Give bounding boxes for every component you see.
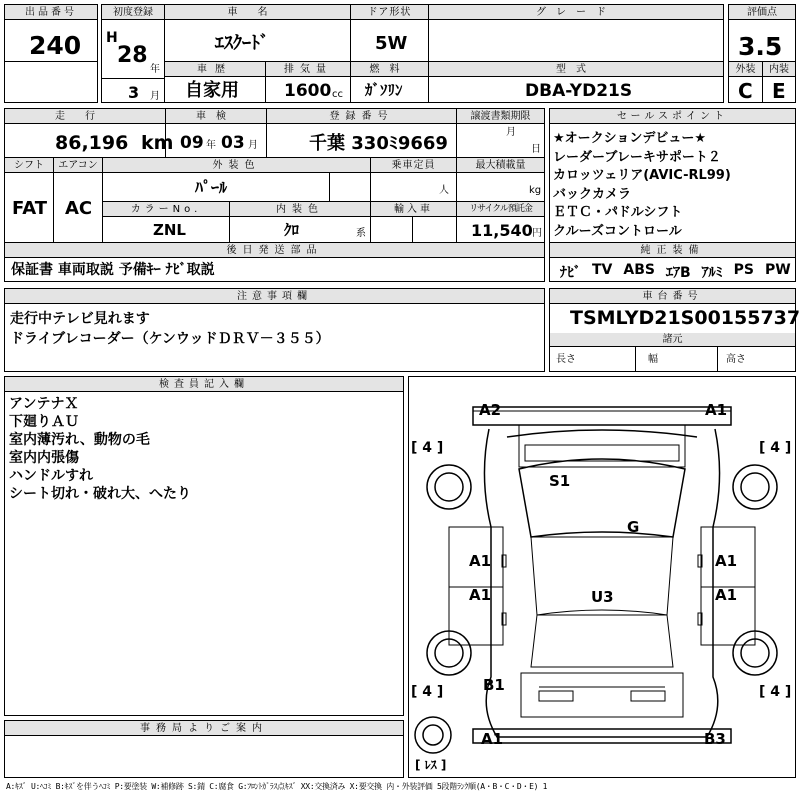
inspector-label: 検査員記入欄 <box>5 377 403 392</box>
damage-mark: A1 <box>715 552 738 570</box>
damage-mark: A1 <box>469 552 492 570</box>
history-label: 車歴 <box>165 62 265 77</box>
registration-year: 28 <box>117 43 148 68</box>
sales-points-list <box>553 130 731 241</box>
grade-label: グレード <box>429 5 723 20</box>
year-unit: 年 <box>150 64 160 75</box>
recycle-label: リサイクル預託金 <box>457 202 544 217</box>
interior-color: ｸﾛ <box>284 221 300 239</box>
exterior-color-label: 外装色 <box>103 158 370 173</box>
sales-points-section <box>549 108 796 243</box>
equipment-item: ABS <box>623 262 655 278</box>
inspection-month-unit: 月 <box>248 140 258 151</box>
lot-number-cell <box>4 4 98 62</box>
height-label: 高さ <box>726 354 746 365</box>
model-cell <box>428 61 724 103</box>
equipment-item: PS <box>733 262 754 278</box>
interior-grade-cell <box>762 61 796 103</box>
lot-number-label: 出品番号 <box>5 5 97 20</box>
sales-points-label: セールスポイント <box>550 109 795 124</box>
chassis-label: 車台番号 <box>550 289 795 304</box>
tire-rear-right: 4 <box>770 684 781 700</box>
exterior-color: ﾊﾟｰﾙ <box>195 178 228 197</box>
door-type: 5W <box>375 33 408 54</box>
chassis-section <box>549 288 800 372</box>
car-name: ｴｽｸｰﾄﾞ <box>215 33 269 54</box>
spare-tire-label: [ ﾚｽ ] <box>415 758 447 772</box>
door-cell <box>350 4 429 62</box>
sales-point-item: カロッツェリア(AVIC-RL99) <box>553 168 731 183</box>
sales-point-item: バックカメラ <box>553 186 632 202</box>
car-name-label: 車名 <box>165 5 350 20</box>
shift-label: シフト <box>5 158 53 173</box>
tire-front-left: 4 <box>422 440 433 456</box>
model: DBA-YD21S <box>525 81 633 101</box>
later-parts-section <box>4 242 545 282</box>
first-registration-cell <box>101 4 165 103</box>
transfer-month-unit: 月 <box>506 127 516 138</box>
displacement-cell <box>265 61 351 103</box>
width-label: 幅 <box>648 354 658 365</box>
fuel-label: 燃料 <box>351 62 428 77</box>
score-cell <box>728 4 796 62</box>
color-number-cell <box>102 201 230 243</box>
inspection-cell <box>165 108 267 158</box>
first-registration-label: 初度登録 <box>102 5 164 20</box>
exterior-color-cell <box>102 157 371 202</box>
interior-grade-label: 内装 <box>763 62 795 77</box>
transfer-deadline-cell <box>456 108 545 158</box>
equipment-item: PW <box>765 262 791 278</box>
fuel-cell <box>350 61 429 103</box>
max-load-label: 最大積載量 <box>457 158 544 173</box>
note-line: ドライブレコーダー（ケンウッドＤＲＶ－３５５） <box>10 331 330 347</box>
displacement-unit: cc <box>332 89 343 100</box>
office-label: 事務局よりご案内 <box>5 721 403 736</box>
equipment-item: ｱﾙﾐ <box>701 265 723 281</box>
spare-tire: ﾚｽ <box>424 758 437 772</box>
inspector-line: ハンドルすれ <box>9 468 93 484</box>
inspection-label: 車検 <box>166 109 266 124</box>
ac-label: エアコン <box>54 158 102 173</box>
plate-label: 登録番号 <box>267 109 456 124</box>
fuel: ｶﾞｿﾘﾝ <box>365 81 403 99</box>
plate-cell <box>266 108 457 158</box>
plate-number: 千葉 330ﾐ9669 <box>309 133 448 154</box>
sales-point-item: ＥＴＣ・パドルシフト <box>553 205 683 220</box>
equipment-item: TV <box>592 262 613 278</box>
damage-mark: A1 <box>705 401 728 419</box>
tire-front-right-label: [ 4 ] <box>759 440 792 456</box>
ac-cell <box>53 157 103 243</box>
legend: A:ｷｽﾞ U:ﾍｺﾐ B:ｷｽﾞを伴うﾍｺﾐ P:要塗装 W:補修跡 S:錆 C:腐食 G:ﾌﾛﾝﾄｶﾞﾗｽ点ｷｽﾞ XX:交換済み X:要交換 内・外装評価 5段階ﾗﾝｸ順(A・B・C・D・E) 1 <box>6 782 548 791</box>
interior-color-label: 内装色 <box>230 202 370 217</box>
mileage: 86,196 <box>55 132 129 154</box>
equipment-item: ﾅﾋﾞ <box>560 265 581 281</box>
damage-mark: B3 <box>704 730 726 748</box>
equipment-item: ｴｱB <box>665 265 691 281</box>
inspection-month: 03 <box>221 133 245 153</box>
exterior-grade: C <box>738 79 753 103</box>
equipment-list <box>560 262 791 282</box>
max-load-unit: kg <box>529 185 542 196</box>
damage-mark: G <box>627 518 640 536</box>
model-label: 型式 <box>429 62 723 77</box>
car-name-cell <box>164 4 351 62</box>
door-label: ドア形状 <box>351 5 428 20</box>
inspection-year: 09 <box>180 133 204 153</box>
sales-point-item: レーダーブレーキサポート２ <box>553 149 721 165</box>
displacement: 1600 <box>284 81 332 101</box>
max-load-cell <box>456 157 545 202</box>
office-section <box>4 720 404 778</box>
note-line: 走行中テレビ見れます <box>10 311 150 327</box>
sales-point-item: ★オークションデビュー★ <box>553 131 707 146</box>
capacity-cell <box>370 157 457 202</box>
lot-number-blank <box>4 61 98 103</box>
length-label: 長さ <box>556 354 576 365</box>
score-label: 評価点 <box>729 5 795 20</box>
displacement-label: 排気量 <box>266 62 350 77</box>
month-unit: 月 <box>150 91 160 102</box>
chassis-number: TSMLYD21S00155737 <box>570 307 800 329</box>
damage-mark: A1 <box>715 586 738 604</box>
shift: FAT <box>12 198 48 219</box>
inspector-list <box>9 395 191 503</box>
notes-section <box>4 288 545 372</box>
shift-cell <box>4 157 54 243</box>
color-number: ZNL <box>153 221 186 239</box>
recycle-cell <box>456 201 545 243</box>
lot-number: 240 <box>29 31 82 60</box>
damage-mark: A1 <box>469 586 492 604</box>
capacity-label: 乗車定員 <box>371 158 456 173</box>
sales-point-item: クルーズコントロール <box>553 223 682 239</box>
dimensions-label: 諸元 <box>550 333 795 347</box>
interior-grade: E <box>772 79 786 103</box>
notes-list <box>10 309 330 349</box>
mileage-unit: km <box>141 132 174 154</box>
mileage-label: 走行 <box>5 109 165 124</box>
exterior-grade-label: 外装 <box>729 62 762 77</box>
transfer-day-unit: 日 <box>531 144 541 155</box>
interior-color-cell <box>229 201 371 243</box>
recycle-fee: 11,540 <box>471 221 533 240</box>
damage-mark: S1 <box>549 472 571 490</box>
history: 自家用 <box>185 80 239 101</box>
ac: AC <box>65 198 93 219</box>
mileage-cell <box>4 108 174 158</box>
inspector-line: 室内内張傷 <box>9 450 79 466</box>
grade-cell <box>428 4 724 62</box>
inspection-year-unit: 年 <box>206 140 216 151</box>
inspector-line: アンテナＸ <box>9 396 79 412</box>
exterior-grade-cell <box>728 61 763 103</box>
damage-mark: A2 <box>479 401 502 419</box>
notes-label: 注意事項欄 <box>5 289 544 304</box>
interior-color-unit: 系 <box>356 228 366 239</box>
import-cell <box>370 201 457 243</box>
inspector-line: シート切れ・破れ大、へたり <box>9 486 191 502</box>
later-parts-label: 後日発送部品 <box>5 243 544 258</box>
inspector-section <box>4 376 404 716</box>
import-label: 輸入車 <box>371 202 456 217</box>
equipment-section <box>549 242 796 282</box>
recycle-unit: 円 <box>532 228 542 239</box>
tire-rear-left: 4 <box>422 684 433 700</box>
registration-month: 3 <box>128 83 140 102</box>
color-number-label: カラーNo. <box>103 202 229 217</box>
capacity-unit: 人 <box>439 185 449 196</box>
era: H <box>106 30 118 46</box>
history-cell <box>164 61 266 103</box>
car-diagram <box>408 376 796 778</box>
car-outline <box>409 377 795 777</box>
damage-mark: B1 <box>483 676 505 694</box>
damage-mark: A1 <box>481 730 504 748</box>
tire-front-left-label: [ 4 ] <box>411 440 444 456</box>
transfer-deadline-label: 譲渡書類期限 <box>457 109 544 124</box>
later-parts-text: 保証書 車両取説 予備ｷｰ ﾅﾋﾞ取説 <box>11 262 215 278</box>
inspector-line: 下廻りＡＵ <box>9 414 79 430</box>
score: 3.5 <box>738 32 783 61</box>
tire-front-right: 4 <box>770 440 781 456</box>
equipment-label: 純正装備 <box>550 243 795 258</box>
inspector-line: 室内薄汚れ、動物の毛 <box>9 432 150 448</box>
tire-rear-right-label: [ 4 ] <box>759 684 792 700</box>
tire-rear-left-label: [ 4 ] <box>411 684 444 700</box>
damage-mark: U3 <box>591 588 614 606</box>
